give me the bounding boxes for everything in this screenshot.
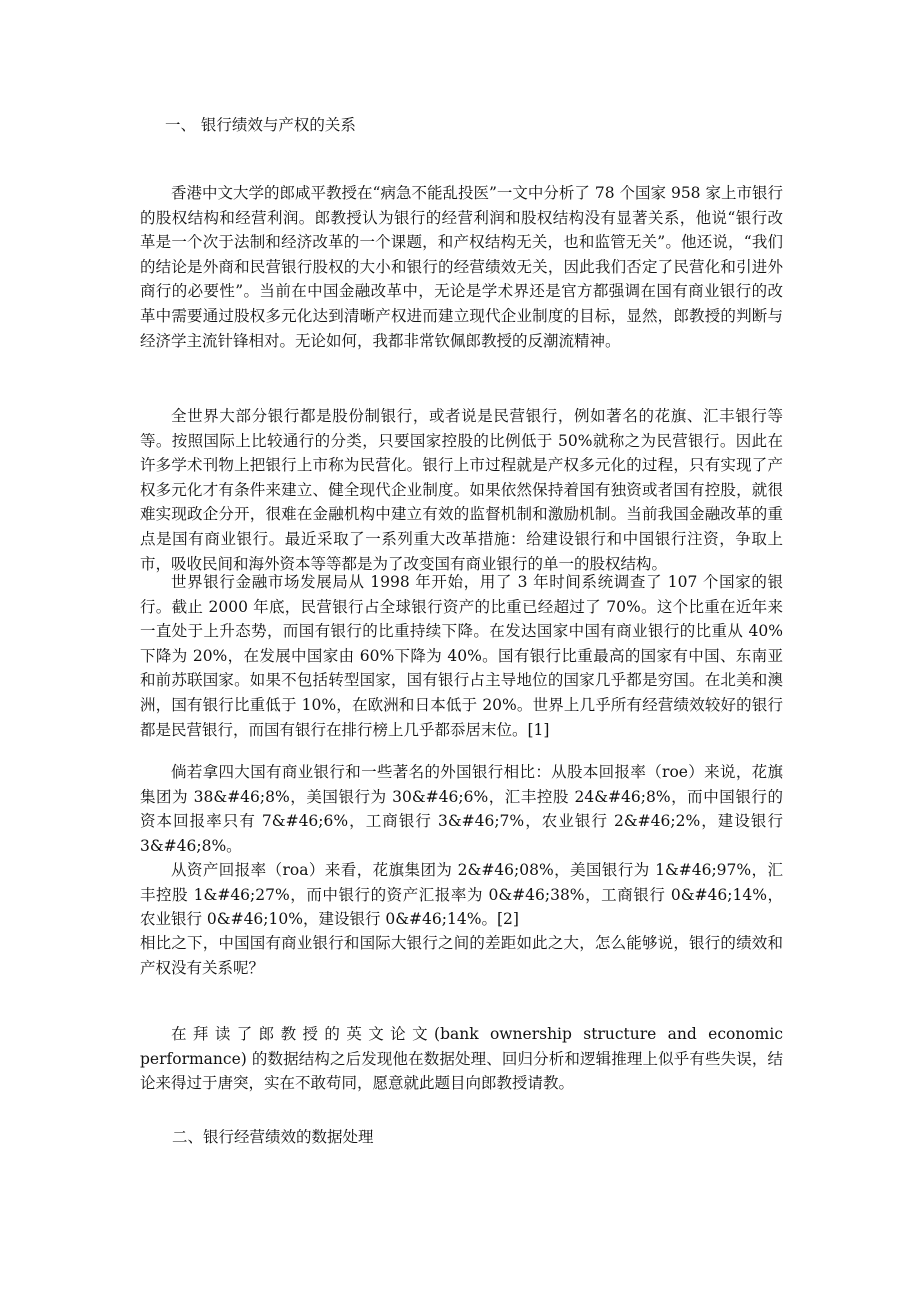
paragraph-4: 倘若拿四大国有商业银行和一些著名的外国银行相比：从股本回报率（roe）来说，花旗集团为 38&#46;8%，美国银行为 30&#46;6%，汇丰控股 24&#46;8%，而中国银行的资本回报率只有 7&#46;6%，工商银行 3&#46;7%，农业银行 2&#46;2%，建设银行 3&#46;8%。 [140,763,783,855]
paragraph-3: 世界银行金融市场发展局从 1998 年开始，用了 3 年时间系统调查了 107 个国家的银行。截止 2000 年底，民营银行占全球银行资产的比重已经超过了 70%。这个比重在近年来一直处于上升态势，而国有银行的比重持续下降。在发达国家中国有商业银行的比重从 40%下降为 20%，在发展中国家由 60%下降为 40%。国有银行比重最高的国家有中国、东南亚和前苏联国家。如果不包括转型国家，国有银行占主导地位的国家几乎都是穷国。在北美和澳洲，国有银行比重低于 10%，在欧洲和日本低于 20%。世界上几乎所有经营绩效较好的银行都是民营银行，而国有银行在排行榜上几乎都忝居末位。[1] [140,573,783,739]
paragraph-6: 相比之下，中国国有商业银行和国际大银行之间的差距如此之大，怎么能够说，银行的绩效和产权没有关系呢？ [140,934,783,977]
paragraph-1: 香港中文大学的郎咸平教授在“病急不能乱投医”一文中分析了 78 个国家 958 家上市银行的股权结构和经营利润。郎教授认为银行的经营利润和股权结构没有显著关系，他说“银行改革是一个次于法制和经济改革的一个课题，和产权结构无关，也和监管无关”。他还说，“我们的结论是外商和民营银行股权的大小和银行的经营绩效无关，因此我们否定了民营化和引进外商行的必要性”。当前在中国金融改革中，无论是学术界还是官方都强调在国有商业银行的改革中需要通过股权多元化达到清晰产权进而建立现代企业制度的目标，显然，郎教授的判断与经济学主流针锋相对。无论如何，我都非常钦佩郎教授的反潮流精神。 [140,184,783,350]
section-heading-2: 二、银行经营绩效的数据处理 [172,1128,374,1146]
paragraph-7: 在拜读了郎教授的英文论文(bank ownership structure and economic performance) 的数据结构之后发现他在数据处理、回归分析和逻辑推理上似乎有些失误，结论来得过于唐突，实在不敢苟同，愿意就此题目向郎教授请教。 [140,1025,783,1093]
section-heading-1: 一、 银行绩效与产权的关系 [165,116,356,134]
paragraph-5: 从资产回报率（roa）来看，花旗集团为 2&#46;08%，美国银行为 1&#46;97%，汇丰控股 1&#46;27%，而中银行的资产汇报率为 0&#46;38%，工商银行 0&#46;14%，农业银行 0&#46;10%，建设银行 0&#46;14%。[2] [140,861,783,929]
paragraph-2: 全世界大部分银行都是股份制银行，或者说是民营银行，例如著名的花旗、汇丰银行等等。按照国际上比较通行的分类，只要国家控股的比例低于 50%就称之为民营银行。因此在许多学术刊物上把银行上市称为民营化。银行上市过程就是产权多元化的过程，只有实现了产权多元化才有条件来建立、健全现代企业制度。如果依然保持着国有独资或者国有控股，就很难实现政企分开，很难在金融机构中建立有效的监督机制和激励机制。当前我国金融改革的重点是国有商业银行。最近采取了一系列重大改革措施：给建设银行和中国银行注资，争取上市，吸收民间和海外资本等等都是为了改变国有商业银行的单一的股权结构。 [140,407,783,573]
